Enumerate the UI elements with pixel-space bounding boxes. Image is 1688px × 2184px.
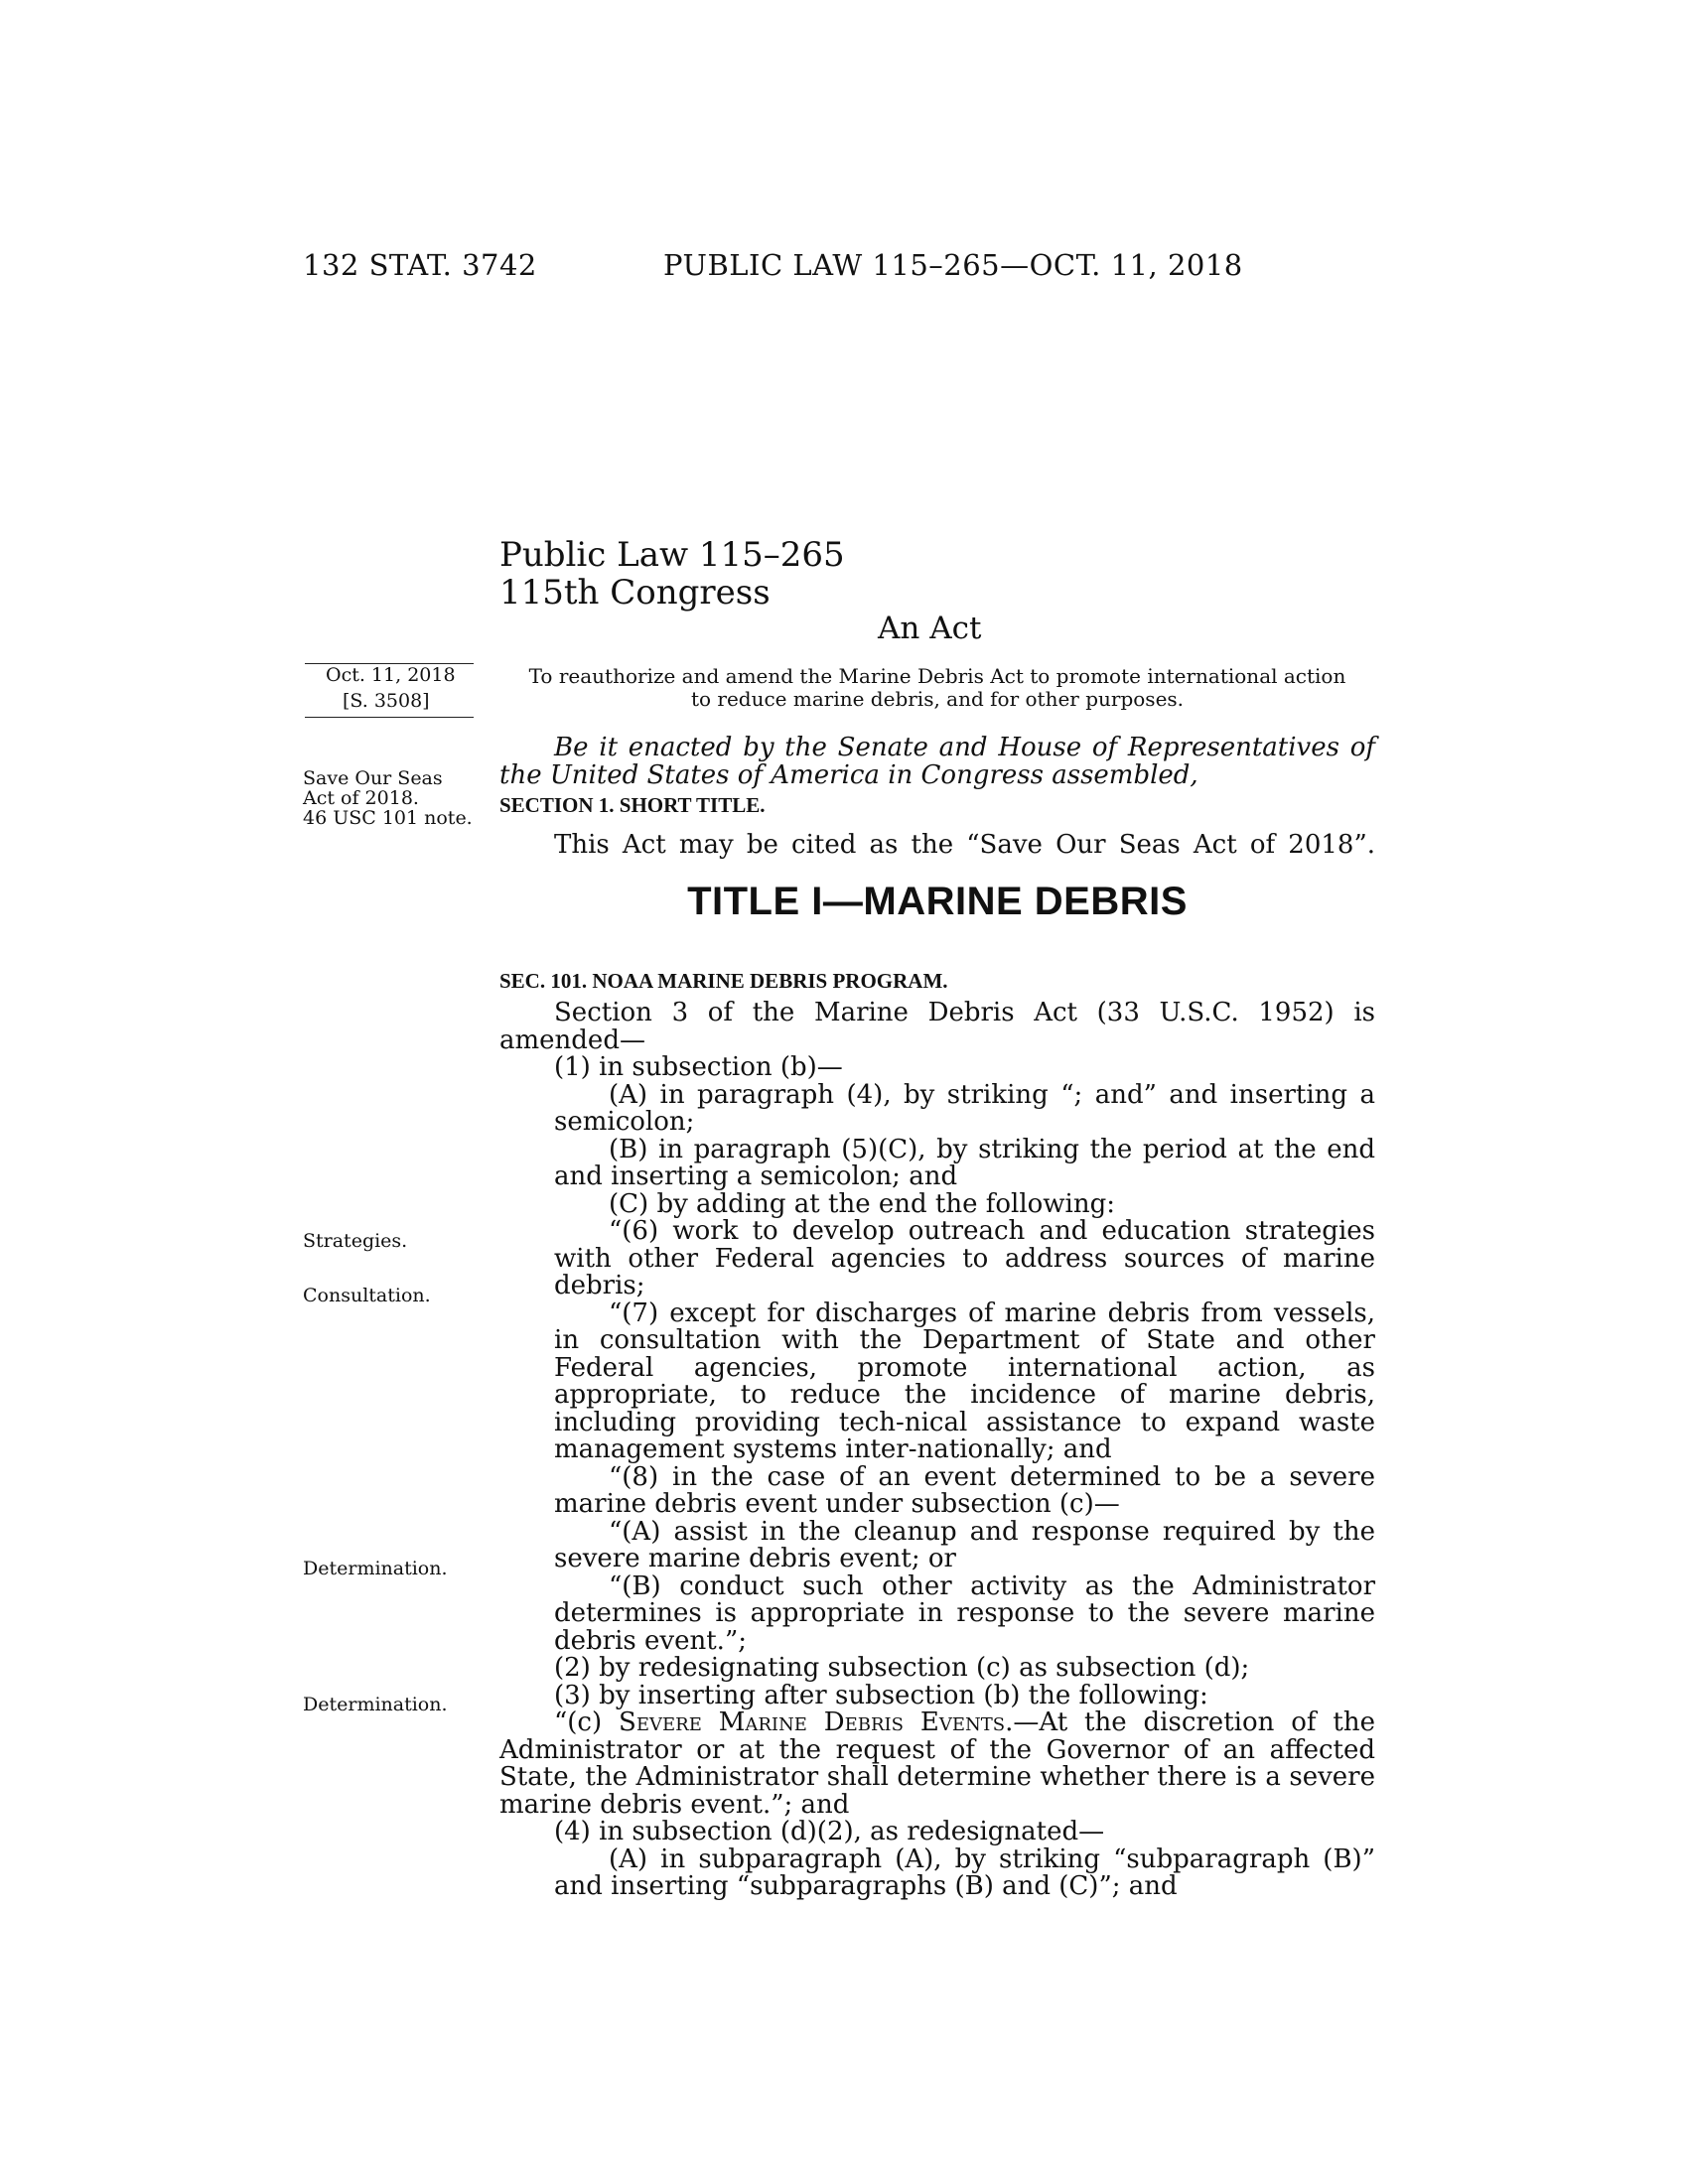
- para-1: (1) in subsection (b)—: [554, 1052, 843, 1082]
- amendment-intro: Section 3 of the Marine Debris Act (33 U.S.C. 1952) is amended—: [499, 998, 1375, 1055]
- margin-bill-number: [S. 3508]: [343, 690, 430, 712]
- subsection-c-dash: .—: [1005, 1707, 1040, 1737]
- congress: 115th Congress: [499, 573, 771, 613]
- para-8-A: “(A) assist in the cleanup and response required by the severe marine debris event; or: [554, 1516, 1375, 1573]
- margin-date: Oct. 11, 2018: [326, 664, 456, 686]
- para-1-C: (C) by adding at the end the following:: [609, 1188, 1116, 1219]
- subsection-c-text: At the discretion of the Administrator or at the request of the Governor of an affected State, the Administrator shall determine whether there is a severe marine debris event.”; and: [499, 1707, 1376, 1820]
- subsection-c: [499, 1709, 1375, 1819]
- purpose-clause: [499, 665, 1375, 711]
- margin-determination-2: Determination.: [303, 1694, 448, 1715]
- margin-rule-bottom: [305, 717, 474, 718]
- margin-short-title-1: Save Our Seas: [303, 767, 443, 789]
- margin-short-title-3: 46 USC 101 note.: [303, 807, 473, 829]
- enacting-line-1: Be it enacted by the Senate and House of Representatives of: [554, 733, 1375, 762]
- section-101-heading: SEC. 101. NOAA MARINE DEBRIS PROGRAM.: [499, 969, 948, 993]
- act-label: An Act: [878, 611, 982, 646]
- enacting-line-2: the United States of America in Congress assembled,: [499, 759, 1198, 790]
- enacting-clause: [499, 735, 1375, 789]
- para-1-B: (B) in paragraph (5)(C), by striking the period at the end and inserting a semicolon; and: [554, 1134, 1375, 1191]
- purpose-line-2: to reduce marine debris, and for other purposes.: [690, 687, 1185, 711]
- section-1-text: This Act may be cited as the “Save Our Seas Act of 2018”.: [554, 830, 1375, 860]
- section-101-body: [499, 1000, 1375, 1901]
- public-law-number: Public Law 115–265: [499, 535, 845, 575]
- margin-determination-1: Determination.: [303, 1558, 448, 1579]
- margin-short-title-2: Act of 2018.: [303, 787, 419, 809]
- para-2: (2) by redesignating subsection (c) as subsection (d);: [554, 1653, 1250, 1683]
- para-8-B: “(B) conduct such other activity as the Administrator determines is appropriate in response to the severe marine debris event.”;: [554, 1570, 1375, 1656]
- para-1-A: (A) in paragraph (4), by striking “; and” and inserting a semicolon;: [554, 1079, 1375, 1137]
- para-4: (4) in subsection (d)(2), as redesignated—: [554, 1817, 1105, 1846]
- running-header-page: 132 STAT. 3742: [303, 248, 537, 282]
- purpose-line-1: To reauthorize and amend the Marine Debris Act to promote international action: [528, 664, 1346, 688]
- subsection-c-prefix: “(c): [554, 1707, 620, 1737]
- section-1-heading: SECTION 1. SHORT TITLE.: [499, 793, 766, 817]
- subsection-c-heading: Severe Marine Debris Events: [619, 1707, 1006, 1737]
- para-3: (3) by inserting after subsection (b) the following:: [554, 1680, 1208, 1710]
- margin-strategies: Strategies.: [303, 1230, 408, 1252]
- title-heading: TITLE I—MARINE DEBRIS: [687, 880, 1188, 923]
- para-8: “(8) in the case of an event determined to be a severe marine debris event under subsection (c)—: [554, 1461, 1375, 1519]
- para-4-A: (A) in subparagraph (A), by striking “subparagraph (B)” and inserting “subparagraphs (B) and (C)”; and: [554, 1843, 1375, 1901]
- para-7: “(7) except for discharges of marine debris from vessels, in consultation with the Department of State and other Federal agencies, promote international action, as appropriate, to reduce the incidence of marine debris, including providing tech-nical assistance to expand waste management systems inter-nationally; and: [554, 1297, 1375, 1464]
- margin-consultation: Consultation.: [303, 1285, 431, 1306]
- running-header-title: PUBLIC LAW 115–265—OCT. 11, 2018: [663, 248, 1243, 282]
- para-6: “(6) work to develop outreach and education strategies with other Federal agencies to address sources of marine debris;: [554, 1216, 1375, 1300]
